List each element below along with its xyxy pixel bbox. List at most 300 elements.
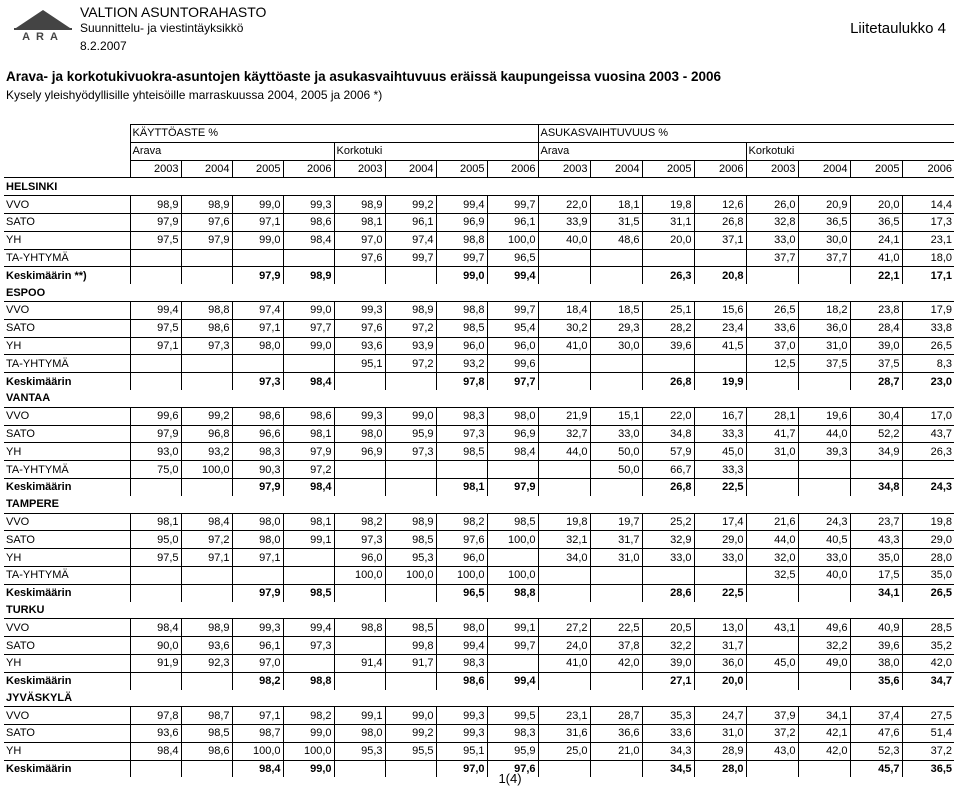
table-cell: 99,1	[334, 707, 385, 725]
table-cell: 41,5	[694, 337, 746, 355]
table-cell: 98,3	[232, 443, 283, 461]
table-cell	[746, 672, 798, 689]
table-cell: 33,0	[590, 425, 642, 443]
table-cell: 90,0	[130, 637, 181, 655]
table-cell: 99,0	[283, 337, 334, 355]
table-cell: 98,4	[130, 742, 181, 760]
year-header: 2005	[232, 160, 283, 178]
table-cell	[334, 373, 385, 390]
table-cell: 98,6	[283, 213, 334, 231]
table-cell: 98,8	[487, 584, 538, 601]
table-cell: 41,7	[746, 425, 798, 443]
table-cell: 98,1	[283, 513, 334, 531]
page-number: 1(4)	[498, 771, 522, 786]
table-cell: 37,5	[850, 355, 902, 373]
row-label: Keskimäärin **)	[4, 267, 130, 284]
table-cell: 8,3	[902, 355, 954, 373]
table-cell: 39,3	[798, 443, 850, 461]
table-cell: 97,9	[283, 443, 334, 461]
city-name: ESPOO	[6, 286, 46, 299]
table-cell: 36,5	[798, 213, 850, 231]
table-cell	[181, 672, 232, 689]
table-cell: 31,0	[590, 549, 642, 567]
table-cell: 13,0	[694, 619, 746, 637]
table-cell	[487, 654, 538, 672]
table-cell: 93,0	[130, 443, 181, 461]
table-cell	[130, 267, 181, 284]
table-cell	[746, 461, 798, 479]
table-cell: 42,0	[798, 742, 850, 760]
table-cell: 23,4	[694, 319, 746, 337]
table-cell: 26,3	[642, 267, 694, 284]
table-cell: 99,4	[487, 672, 538, 689]
table-cell: 99,7	[487, 637, 538, 655]
table-cell: 98,0	[232, 513, 283, 531]
table-cell: 42,0	[590, 654, 642, 672]
table-cell: 19,8	[642, 196, 694, 214]
table-cell: 28,7	[850, 373, 902, 390]
table-cell: 98,3	[436, 654, 487, 672]
table-cell: 98,8	[436, 301, 487, 319]
table-cell: 28,7	[590, 707, 642, 725]
table-cell: 40,0	[798, 566, 850, 584]
table-cell: 98,0	[232, 531, 283, 549]
table-cell: 98,5	[385, 619, 436, 637]
table-cell	[181, 478, 232, 495]
table-cell: 39,0	[642, 654, 694, 672]
table-cell: 98,9	[385, 513, 436, 531]
table-cell: 98,9	[385, 301, 436, 319]
table-row	[4, 531, 954, 549]
table-cell: 47,6	[850, 725, 902, 743]
table-cell: 98,2	[283, 707, 334, 725]
table-cell: 33,0	[694, 549, 746, 567]
table-cell: 37,8	[590, 637, 642, 655]
table-cell: 28,9	[694, 742, 746, 760]
table-cell	[798, 373, 850, 390]
table-cell: 98,0	[232, 337, 283, 355]
table-cell: 45,0	[746, 654, 798, 672]
table-cell	[538, 461, 590, 479]
table-cell: 97,0	[334, 231, 385, 249]
table-cell: 37,2	[746, 725, 798, 743]
table-cell: 99,3	[436, 707, 487, 725]
table-cell	[181, 584, 232, 601]
table-cell: 32,8	[746, 213, 798, 231]
table-cell: 33,0	[746, 231, 798, 249]
row-label: Keskimäärin	[4, 760, 130, 777]
table-cell	[385, 373, 436, 390]
table-cell: 25,0	[538, 742, 590, 760]
table-cell: 100,0	[334, 566, 385, 584]
table-cell: 44,0	[746, 531, 798, 549]
table-row	[4, 425, 954, 443]
table-cell	[798, 267, 850, 284]
table-cell	[232, 249, 283, 267]
table-cell: 42,0	[902, 654, 954, 672]
table-row	[4, 707, 954, 725]
table-cell: 57,9	[642, 443, 694, 461]
table-cell: 39,6	[850, 637, 902, 655]
subgroup-korkotuki: Korkotuki	[334, 142, 538, 160]
year-header: 2006	[487, 160, 538, 178]
table-row	[4, 725, 954, 743]
row-label: TA-YHTYMÄ	[4, 461, 130, 479]
appendix-label: Liitetaulukko 4	[850, 20, 946, 37]
table-cell: 44,0	[798, 425, 850, 443]
table-cell: 93,9	[385, 337, 436, 355]
table-cell: 16,7	[694, 407, 746, 425]
table-cell: 97,1	[130, 337, 181, 355]
table-cell: 98,8	[283, 672, 334, 689]
page-title: Arava- ja korkotukivuokra-asuntojen käyttöaste ja asukasvaihtuvuus eräissä kaupungeissa vuosina 2003 - 2006	[6, 69, 722, 84]
table-cell: 99,1	[283, 531, 334, 549]
table-cell: 30,2	[538, 319, 590, 337]
table-cell: 97,6	[334, 319, 385, 337]
table-cell: 18,5	[590, 301, 642, 319]
table-cell: 26,5	[902, 584, 954, 601]
table-cell	[181, 249, 232, 267]
table-cell: 98,5	[385, 531, 436, 549]
table-cell: 97,4	[232, 301, 283, 319]
row-label: Keskimäärin	[4, 672, 130, 689]
table-cell: 98,8	[181, 301, 232, 319]
city-header-row	[4, 178, 954, 196]
table-cell: 26,8	[642, 373, 694, 390]
table-cell	[130, 672, 181, 689]
table-cell: 96,1	[385, 213, 436, 231]
table-cell	[130, 249, 181, 267]
table-cell: 12,5	[746, 355, 798, 373]
table-cell	[538, 584, 590, 601]
table-cell: 33,0	[642, 549, 694, 567]
table-cell: 100,0	[487, 566, 538, 584]
table-cell	[130, 478, 181, 495]
table-cell: 99,7	[487, 301, 538, 319]
table-cell: 98,7	[232, 725, 283, 743]
table-cell: 32,1	[538, 531, 590, 549]
table-cell	[385, 267, 436, 284]
table-cell: 20,0	[642, 231, 694, 249]
table-cell	[283, 566, 334, 584]
table-cell: 24,3	[798, 513, 850, 531]
table-cell: 43,7	[902, 425, 954, 443]
table-row	[4, 654, 954, 672]
table-cell	[334, 584, 385, 601]
table-cell	[538, 249, 590, 267]
table-cell: 97,9	[130, 425, 181, 443]
table-cell: 19,8	[902, 513, 954, 531]
table-cell: 97,2	[283, 461, 334, 479]
table-cell: 45,7	[850, 760, 902, 777]
table-cell: 22,0	[642, 407, 694, 425]
row-label: VVO	[4, 407, 130, 425]
table-cell: 96,5	[487, 249, 538, 267]
table-cell	[798, 478, 850, 495]
table-cell: 100,0	[385, 566, 436, 584]
table-cell: 96,0	[436, 337, 487, 355]
table-cell: 97,2	[181, 531, 232, 549]
table-cell: 98,4	[283, 373, 334, 390]
table-cell: 24,3	[902, 478, 954, 495]
table-cell: 34,9	[850, 443, 902, 461]
year-header-row	[4, 160, 954, 178]
table-cell: 99,3	[334, 407, 385, 425]
table-cell	[334, 672, 385, 689]
table-cell	[385, 461, 436, 479]
table-cell: 99,2	[385, 196, 436, 214]
table-cell: 43,0	[746, 742, 798, 760]
table-cell: 91,4	[334, 654, 385, 672]
table-cell: 99,5	[487, 707, 538, 725]
table-cell: 97,3	[181, 337, 232, 355]
table-cell: 19,8	[538, 513, 590, 531]
table-cell: 99,0	[283, 725, 334, 743]
year-header: 2004	[385, 160, 436, 178]
table-cell: 97,5	[130, 549, 181, 567]
table-cell	[130, 584, 181, 601]
table-cell: 33,9	[538, 213, 590, 231]
table-cell: 21,6	[746, 513, 798, 531]
table-cell: 26,5	[902, 337, 954, 355]
table-cell: 98,4	[181, 513, 232, 531]
table-cell: 99,6	[130, 407, 181, 425]
table-cell	[590, 478, 642, 495]
table-cell: 35,6	[850, 672, 902, 689]
table-cell: 93,2	[436, 355, 487, 373]
table-cell: 18,4	[538, 301, 590, 319]
table-cell: 18,1	[590, 196, 642, 214]
table-cell: 37,0	[746, 337, 798, 355]
table-cell	[590, 373, 642, 390]
group-header-usage: KÄYTTÖASTE %	[130, 125, 538, 143]
year-header: 2005	[642, 160, 694, 178]
subgroup-header-row	[4, 142, 954, 160]
table-cell	[334, 461, 385, 479]
table-cell: 92,3	[181, 654, 232, 672]
table-cell: 36,5	[902, 760, 954, 777]
table-cell: 97,1	[232, 213, 283, 231]
table-cell: 30,0	[590, 337, 642, 355]
table-cell: 26,3	[902, 443, 954, 461]
table-cell: 97,3	[232, 373, 283, 390]
table-cell	[283, 654, 334, 672]
table-cell: 95,1	[334, 355, 385, 373]
city-name: HELSINKI	[6, 180, 58, 193]
year-header: 2004	[798, 160, 850, 178]
table-cell: 50,0	[590, 443, 642, 461]
table-cell: 40,9	[850, 619, 902, 637]
table-cell	[590, 355, 642, 373]
table-cell: 98,6	[436, 672, 487, 689]
table-cell	[590, 584, 642, 601]
table-cell: 98,1	[334, 213, 385, 231]
subgroup-korkotuki: Korkotuki	[746, 142, 954, 160]
table-cell: 19,7	[590, 513, 642, 531]
table-cell: 32,2	[642, 637, 694, 655]
table-cell: 49,6	[798, 619, 850, 637]
table-cell: 20,0	[694, 672, 746, 689]
table-cell: 93,2	[181, 443, 232, 461]
table-cell: 20,9	[798, 196, 850, 214]
table-cell	[798, 672, 850, 689]
table-cell: 99,2	[181, 407, 232, 425]
table-cell: 17,3	[902, 213, 954, 231]
table-cell: 98,1	[130, 513, 181, 531]
city-header-row	[4, 390, 954, 407]
table-cell	[487, 549, 538, 567]
table-cell: 90,3	[232, 461, 283, 479]
table-cell: 36,0	[798, 319, 850, 337]
table-cell: 39,6	[642, 337, 694, 355]
table-cell	[798, 584, 850, 601]
table-cell: 33,8	[902, 319, 954, 337]
table-cell: 97,8	[130, 707, 181, 725]
table-cell: 98,1	[436, 478, 487, 495]
table-cell: 19,9	[694, 373, 746, 390]
table-cell: 34,8	[642, 425, 694, 443]
row-label: VVO	[4, 513, 130, 531]
table-cell: 23,7	[850, 513, 902, 531]
table-cell: 25,2	[642, 513, 694, 531]
table-cell: 99,2	[385, 725, 436, 743]
table-cell: 34,7	[902, 672, 954, 689]
table-cell: 28,2	[642, 319, 694, 337]
table-cell: 100,0	[283, 742, 334, 760]
table-cell: 17,0	[902, 407, 954, 425]
table-cell: 97,3	[385, 443, 436, 461]
city-header-row	[4, 284, 954, 301]
table-cell: 97,9	[130, 213, 181, 231]
table-cell: 29,0	[902, 531, 954, 549]
table-row	[4, 337, 954, 355]
table-cell: 31,1	[642, 213, 694, 231]
table-cell: 99,1	[487, 619, 538, 637]
table-cell: 98,5	[487, 513, 538, 531]
table-cell: 32,0	[746, 549, 798, 567]
table-cell	[130, 355, 181, 373]
table-row	[4, 301, 954, 319]
table-cell: 99,7	[385, 249, 436, 267]
table-cell: 98,7	[181, 707, 232, 725]
table-cell: 100,0	[436, 566, 487, 584]
table-row	[4, 355, 954, 373]
row-label: VVO	[4, 196, 130, 214]
table-cell: 98,6	[181, 742, 232, 760]
row-label: SATO	[4, 425, 130, 443]
table-cell	[746, 267, 798, 284]
table-cell	[385, 584, 436, 601]
table-cell: 33,0	[798, 549, 850, 567]
year-header: 2003	[746, 160, 798, 178]
table-cell: 99,7	[436, 249, 487, 267]
table-cell: 22,5	[590, 619, 642, 637]
table-cell: 66,7	[642, 461, 694, 479]
table-cell	[590, 566, 642, 584]
table-cell: 26,0	[746, 196, 798, 214]
table-cell	[694, 249, 746, 267]
table-cell: 31,7	[694, 637, 746, 655]
data-table	[4, 124, 954, 777]
table-cell: 33,6	[642, 725, 694, 743]
table-cell: 99,0	[436, 267, 487, 284]
table-cell: 98,9	[130, 196, 181, 214]
table-cell: 97,1	[232, 707, 283, 725]
table-row	[4, 742, 954, 760]
city-name: TAMPERE	[6, 498, 59, 511]
table-cell: 27,2	[538, 619, 590, 637]
table-cell	[130, 373, 181, 390]
table-cell: 26,5	[746, 301, 798, 319]
table-cell	[642, 566, 694, 584]
table-cell: 96,9	[436, 213, 487, 231]
table-cell	[538, 373, 590, 390]
table-cell	[538, 672, 590, 689]
table-cell: 98,3	[487, 725, 538, 743]
table-cell: 20,5	[642, 619, 694, 637]
table-cell	[746, 584, 798, 601]
table-cell: 28,6	[642, 584, 694, 601]
table-cell: 99,0	[283, 301, 334, 319]
table-cell: 96,1	[487, 213, 538, 231]
row-label: Keskimäärin	[4, 373, 130, 390]
table-cell	[642, 355, 694, 373]
row-label: YH	[4, 231, 130, 249]
table-cell	[538, 478, 590, 495]
table-cell: 42,1	[798, 725, 850, 743]
table-cell: 28,1	[746, 407, 798, 425]
table-cell: 98,9	[334, 196, 385, 214]
table-cell	[283, 249, 334, 267]
table-row	[4, 231, 954, 249]
table-cell: 19,6	[798, 407, 850, 425]
table-cell: 97,3	[436, 425, 487, 443]
table-cell: 27,5	[902, 707, 954, 725]
table-cell: 96,9	[334, 443, 385, 461]
ara-logo	[12, 8, 74, 42]
city-header-row	[4, 496, 954, 513]
table-cell: 98,0	[436, 619, 487, 637]
page-subtitle: Kysely yleishyödyllisille yhteisöille marraskuussa 2004, 2005 ja 2006 *)	[6, 88, 383, 102]
table-cell: 41,0	[538, 337, 590, 355]
table-cell: 22,0	[538, 196, 590, 214]
table-cell: 95,4	[487, 319, 538, 337]
row-label: Keskimäärin	[4, 584, 130, 601]
year-header: 2004	[590, 160, 642, 178]
row-label: SATO	[4, 319, 130, 337]
table-cell: 98,3	[436, 407, 487, 425]
table-cell: 99,4	[283, 619, 334, 637]
table-cell: 15,6	[694, 301, 746, 319]
table-row	[4, 549, 954, 567]
table-row	[4, 249, 954, 267]
city-name: JYVÄSKYLÄ	[6, 691, 73, 704]
row-label: YH	[4, 549, 130, 567]
table-cell: 31,0	[746, 443, 798, 461]
table-cell	[181, 355, 232, 373]
table-cell: 99,3	[334, 301, 385, 319]
table-cell: 32,9	[642, 531, 694, 549]
row-label: SATO	[4, 725, 130, 743]
table-cell: 97,2	[385, 319, 436, 337]
table-cell: 97,4	[385, 231, 436, 249]
table-cell	[694, 566, 746, 584]
row-label: YH	[4, 654, 130, 672]
table-cell: 98,5	[436, 443, 487, 461]
table-cell: 36,6	[590, 725, 642, 743]
table-cell: 99,6	[487, 355, 538, 373]
table-cell: 97,9	[232, 267, 283, 284]
